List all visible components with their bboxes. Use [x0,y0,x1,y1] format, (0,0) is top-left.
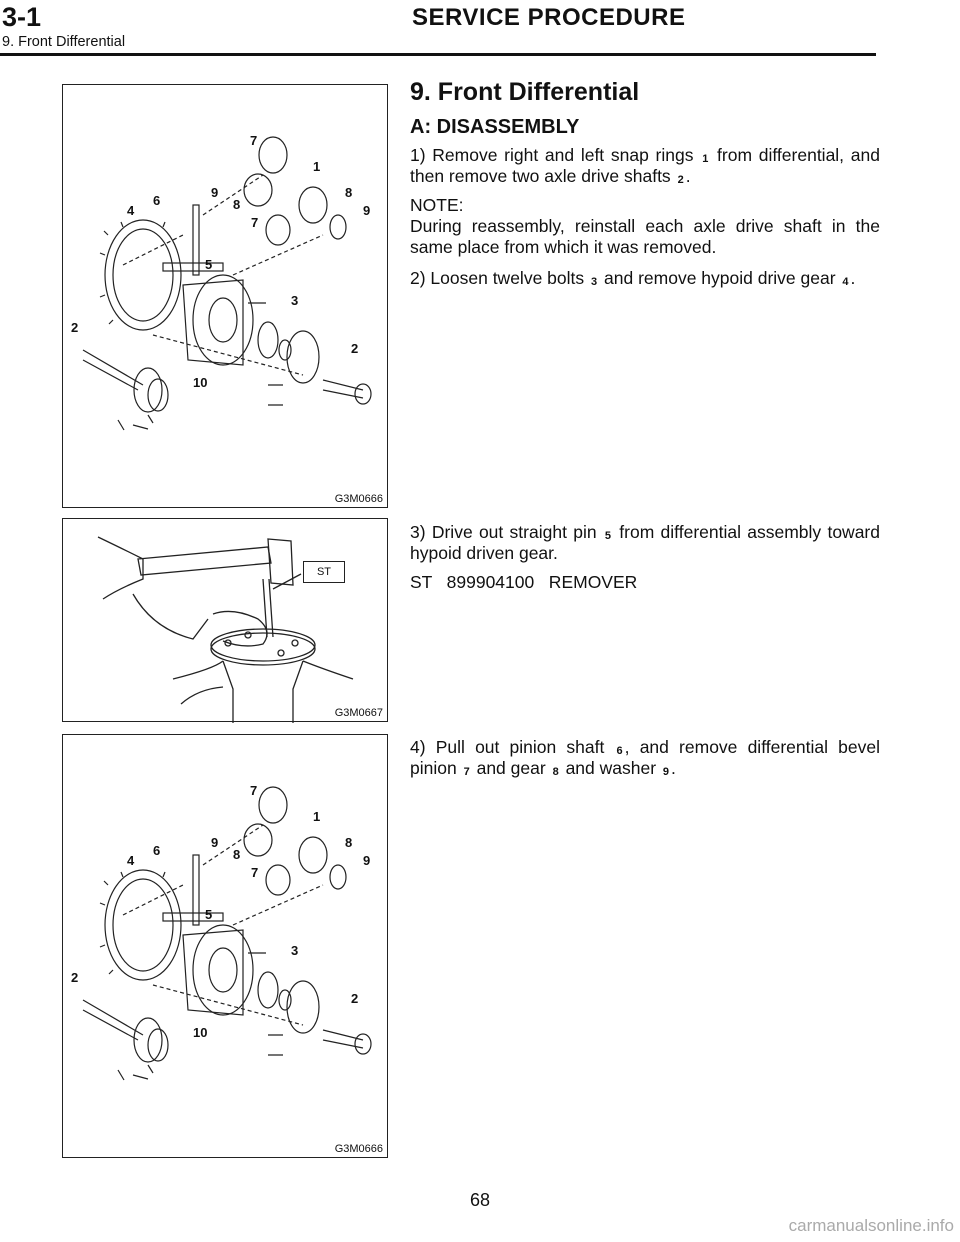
page-number: 68 [469,1190,491,1210]
exploded-diagram-2 [63,735,389,1159]
st-label-box [303,561,345,583]
callout-number: 4 [842,276,849,288]
special-tool: ST 899904100 REMOVER [410,572,638,592]
header-rule [0,53,876,56]
callout-2b: 2 [351,991,359,1006]
callout-2: 2 [71,970,79,985]
page-heading: 9. Front Differential [410,78,640,106]
callout-4: 4 [127,203,135,218]
callout-number: 5 [604,530,611,542]
callout-6: 6 [153,193,161,208]
section-subtitle: 9. Front Differential [2,34,126,50]
step-1: 1) Remove right and left snap rings 1 from differential, and then remove two axle drive shafts 2 . [410,145,880,186]
callout-9: 9 [211,835,219,850]
callout-number: 7 [463,766,470,778]
callout-3: 3 [291,943,299,958]
callout-7: 7 [250,783,258,798]
figure-exploded-view-2 [62,734,388,1158]
steps-block-3 [410,737,880,779]
section-title: SERVICE PROCEDURE [412,4,686,31]
figure-caption: G3M0666 [334,493,383,505]
figure-exploded-view-1 [62,84,388,508]
step-3: 3) Drive out straight pin 5 from differential assembly toward hypoid driven gear. [410,522,880,563]
callout-number: 6 [616,745,623,757]
callout-number: 2 [677,174,684,186]
callout-5: 5 [205,907,213,922]
remover-diagram [63,519,389,723]
callout-10: 10 [193,375,208,390]
st-label: ST [316,566,332,578]
step-2: 2) Loosen twelve bolts 3 and remove hypoid drive gear 4 . [410,268,856,288]
callout-10: 10 [193,1025,208,1040]
callout-7: 7 [250,133,258,148]
steps-block-2 [410,522,880,593]
exploded-diagram-1 [63,85,389,509]
figure-caption: G3M0667 [334,707,383,719]
callout-8b: 8 [345,835,353,850]
callout-number: 3 [591,276,598,288]
callout-8: 8 [233,847,241,862]
subheading-disassembly: A: DISASSEMBLY [410,116,580,138]
callout-1: 1 [313,159,321,174]
callout-2b: 2 [351,341,359,356]
note-text: During reassembly, reinstall each axle drive shaft in the same place from which it was removed. [410,216,880,257]
callout-9b: 9 [363,853,371,868]
callout-8: 8 [233,197,241,212]
callout-1: 1 [313,809,321,824]
figure-caption: G3M0666 [334,1143,383,1155]
callout-9: 9 [211,185,219,200]
callout-number: 1 [702,153,709,165]
callout-4: 4 [127,853,135,868]
callout-5: 5 [205,257,213,272]
callout-3: 3 [291,293,299,308]
callout-7b: 7 [251,215,259,230]
callout-7b: 7 [251,865,259,880]
callout-number: 8 [552,766,559,778]
step-4: 4) Pull out pinion shaft 6 , and remove differential bevel pinion 7 and gear 8 and washer 9 . [410,737,880,778]
callout-8b: 8 [345,185,353,200]
watermark-footer: carmanualsonline.info [788,1216,954,1235]
callout-number: 9 [662,766,670,778]
callout-9b: 9 [363,203,371,218]
note-label: NOTE: [410,195,464,215]
section-number: 3-1 [2,2,42,32]
callout-6: 6 [153,843,161,858]
steps-block-1 [410,145,880,289]
callout-2: 2 [71,320,79,335]
figure-remover-tool [62,518,388,722]
